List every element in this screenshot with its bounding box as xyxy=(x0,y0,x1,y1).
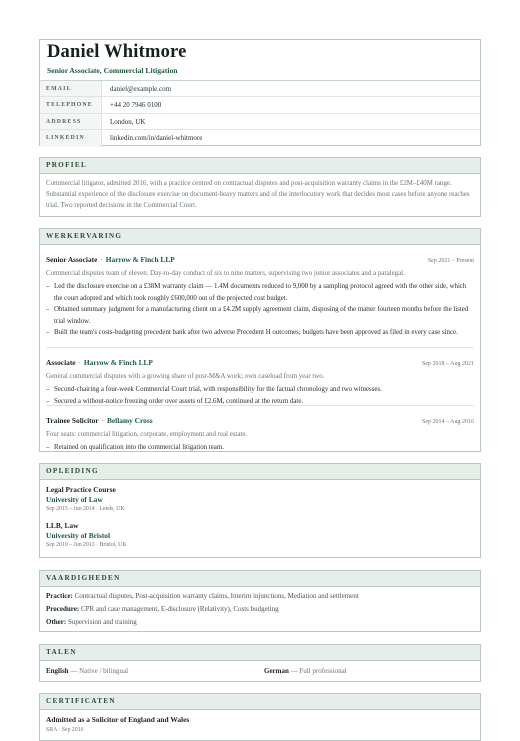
job-bullet: – Second-chairing a four-week Commercial Court trial, with responsibility for the factual chronology and two witnesses. xyxy=(46,384,474,396)
skill-value: Supervision and training xyxy=(67,618,137,626)
language-name: English xyxy=(46,667,69,675)
skill-label: Procedure: xyxy=(46,605,80,613)
experience-section xyxy=(39,228,481,452)
skill-label: Practice: xyxy=(46,592,73,600)
job-title: Trainee Solicitor xyxy=(46,416,99,425)
divider xyxy=(46,405,474,406)
section-heading-education: OPLEIDING xyxy=(40,464,480,480)
job-dates: Sep 2018 – Aug 2021 xyxy=(421,361,474,367)
section-heading-profile: PROFIEL xyxy=(40,158,480,174)
education-degree: LLB, Law xyxy=(46,521,79,530)
education-meta: Sep 2010 – Jun 2013 · Bristol, UK xyxy=(46,542,127,548)
job-entry: Associate · Harrow & Finch LLP Sep 2018 – Aug 2021 General commercial disputes with a growing share of post-M&A work; own caseload from year two. – Second-chairing a four-week Commercial Court trial, with responsibility for the factual chronology and two witnesses. – Secured a without-notice freezing order over assets of £2.6M, continued at the return date. xyxy=(46,352,474,407)
language-item xyxy=(264,667,347,675)
job-dates: Sep 2014 – Aug 2016 xyxy=(421,419,474,425)
languages-section xyxy=(39,644,481,682)
address-value: London, UK xyxy=(110,117,146,126)
contact-label: TELEPHONE xyxy=(40,97,102,112)
education-entry xyxy=(46,521,127,548)
skill-row xyxy=(46,618,137,626)
profile-text: Commercial litigator, admitted 2016, with a practice centred on contractual disputes and post-acquisition warranty claims in the £2M–£40M range. Substantial experience of the disclosure exercise on document-heavy matters and of the interlocutory work that decides most cases before anyone reaches trial. Two reported decisions in the Commercial Court. xyxy=(46,180,470,209)
job-summary: Commercial disputes team of eleven. Day-to-day conduct of six to nine matters, supervising two junior associates and a paralegal. xyxy=(46,270,405,277)
job-title: Associate xyxy=(46,358,76,367)
section-heading-languages: TALEN xyxy=(40,645,480,661)
job-company: Harrow & Finch LLP xyxy=(105,255,175,264)
job-bullet: – Led the disclosure exercise on a £38M warranty claim — 1.4M documents reduced to 9,000 by a sampling protocol agreed with the other side, which the court adopted and which took roughly £600,000 out of the projected cost budget. xyxy=(46,281,474,304)
job-company: Bellamy Cross xyxy=(106,416,153,425)
job-company: Harrow & Finch LLP xyxy=(83,358,153,367)
job-title: Senior Associate xyxy=(46,255,98,264)
telephone-value[interactable]: +44 20 7946 0100 xyxy=(110,101,162,110)
skill-row xyxy=(46,592,359,600)
certificate-meta: SRA · Sep 2016 xyxy=(46,727,84,733)
certificates-section xyxy=(39,693,481,741)
language-item xyxy=(46,667,128,675)
certificate-title: Admitted as a Solicitor of England and Wales xyxy=(46,715,190,724)
header-card xyxy=(39,39,481,146)
contact-label: LINKEDIN xyxy=(40,130,102,146)
contact-row-telephone xyxy=(40,97,480,113)
profile-section xyxy=(39,157,481,217)
section-heading-experience: WERKERVARING xyxy=(40,229,480,245)
education-degree: Legal Practice Course xyxy=(46,485,116,494)
skill-value: Contractual disputes, Post-acquisition warranty claims, Interim injunctions, Mediation and settlement xyxy=(74,592,359,600)
skill-value: CPR and case management, E-disclosure (Relativity), Costs budgeting xyxy=(80,605,279,613)
education-institution: University of Bristol xyxy=(46,531,111,540)
contact-row-linkedin xyxy=(40,130,480,146)
email-value[interactable]: daniel@example.com xyxy=(110,85,172,93)
job-bullet: – Built the team's costs-budgeting precedent bank after two adverse Precedent H outcomes; budgets have been approved as filed in every case since. xyxy=(46,327,474,339)
section-heading-skills: VAARDIGHEDEN xyxy=(40,571,480,587)
job-bullet: – Obtained summary judgment for a manufacturing client on a £4.2M supply agreement claim, disposing of the matter fourteen months before the listed trial window. xyxy=(46,304,474,327)
education-institution: University of Law xyxy=(46,495,103,504)
skills-section xyxy=(39,570,481,632)
job-bullet: – Secured a without-notice freezing order over assets of £2.6M, continued at the return date. xyxy=(46,396,474,408)
contact-row-address xyxy=(40,114,480,130)
contact-label: ADDRESS xyxy=(40,114,102,129)
divider xyxy=(46,347,474,348)
education-section xyxy=(39,463,481,558)
linkedin-link[interactable]: linkedin.com/in/daniel-whitmore xyxy=(110,134,203,143)
section-heading-certificates: CERTIFICATEN xyxy=(40,694,480,710)
contact-row-email xyxy=(40,81,480,97)
contact-label: EMAIL xyxy=(40,81,102,96)
skill-row xyxy=(46,605,279,613)
language-level: — Native / bilingual xyxy=(68,667,129,675)
job-summary: General commercial disputes with a growing share of post-M&A work; own caseload from year two. xyxy=(46,373,325,380)
job-bullet: – Retained on qualification into the commercial litigation team. xyxy=(46,442,474,454)
job-summary: Four seats: commercial litigation, corporate, employment and real estate. xyxy=(46,431,248,438)
job-dates: Sep 2021 – Present xyxy=(427,258,474,264)
candidate-role: Senior Associate, Commercial Litigation xyxy=(47,66,178,75)
education-meta: Sep 2015 – Jun 2014 · Leeds, UK xyxy=(46,506,125,512)
job-entry: Senior Associate · Harrow & Finch LLP Sep 2021 – Present Commercial disputes team of eleven. Day-to-day conduct of six to nine matters, supervising two junior associates and a paralegal. – Led the disclosure exercise on a £38M warranty claim — 1.4M documents reduced to 9,000 by a sampling protocol agreed with the other side, which the court adopted and which took roughly £600,000 out of the projected cost budget. – Obtained summary judgment for a manufacturing client on a £4.2M supply agreement claim, disposing of the matter fourteen months before the listed trial window. – Built the team's costs-budgeting precedent bank after two adverse Precedent H outcomes; budgets have been approved as filed in every case since. xyxy=(46,249,474,339)
contact-table xyxy=(40,80,480,147)
candidate-name: Daniel Whitmore xyxy=(47,42,187,62)
language-name: German xyxy=(264,667,289,675)
skill-label: Other: xyxy=(46,618,67,626)
language-level: — Full professional xyxy=(288,667,347,675)
job-entry: Trainee Solicitor · Bellamy Cross Sep 2014 – Aug 2016 Four seats: commercial litigation, corporate, employment and real estate. – Retained on qualification into the commercial litigation team. xyxy=(46,410,474,454)
education-entry xyxy=(46,485,125,512)
